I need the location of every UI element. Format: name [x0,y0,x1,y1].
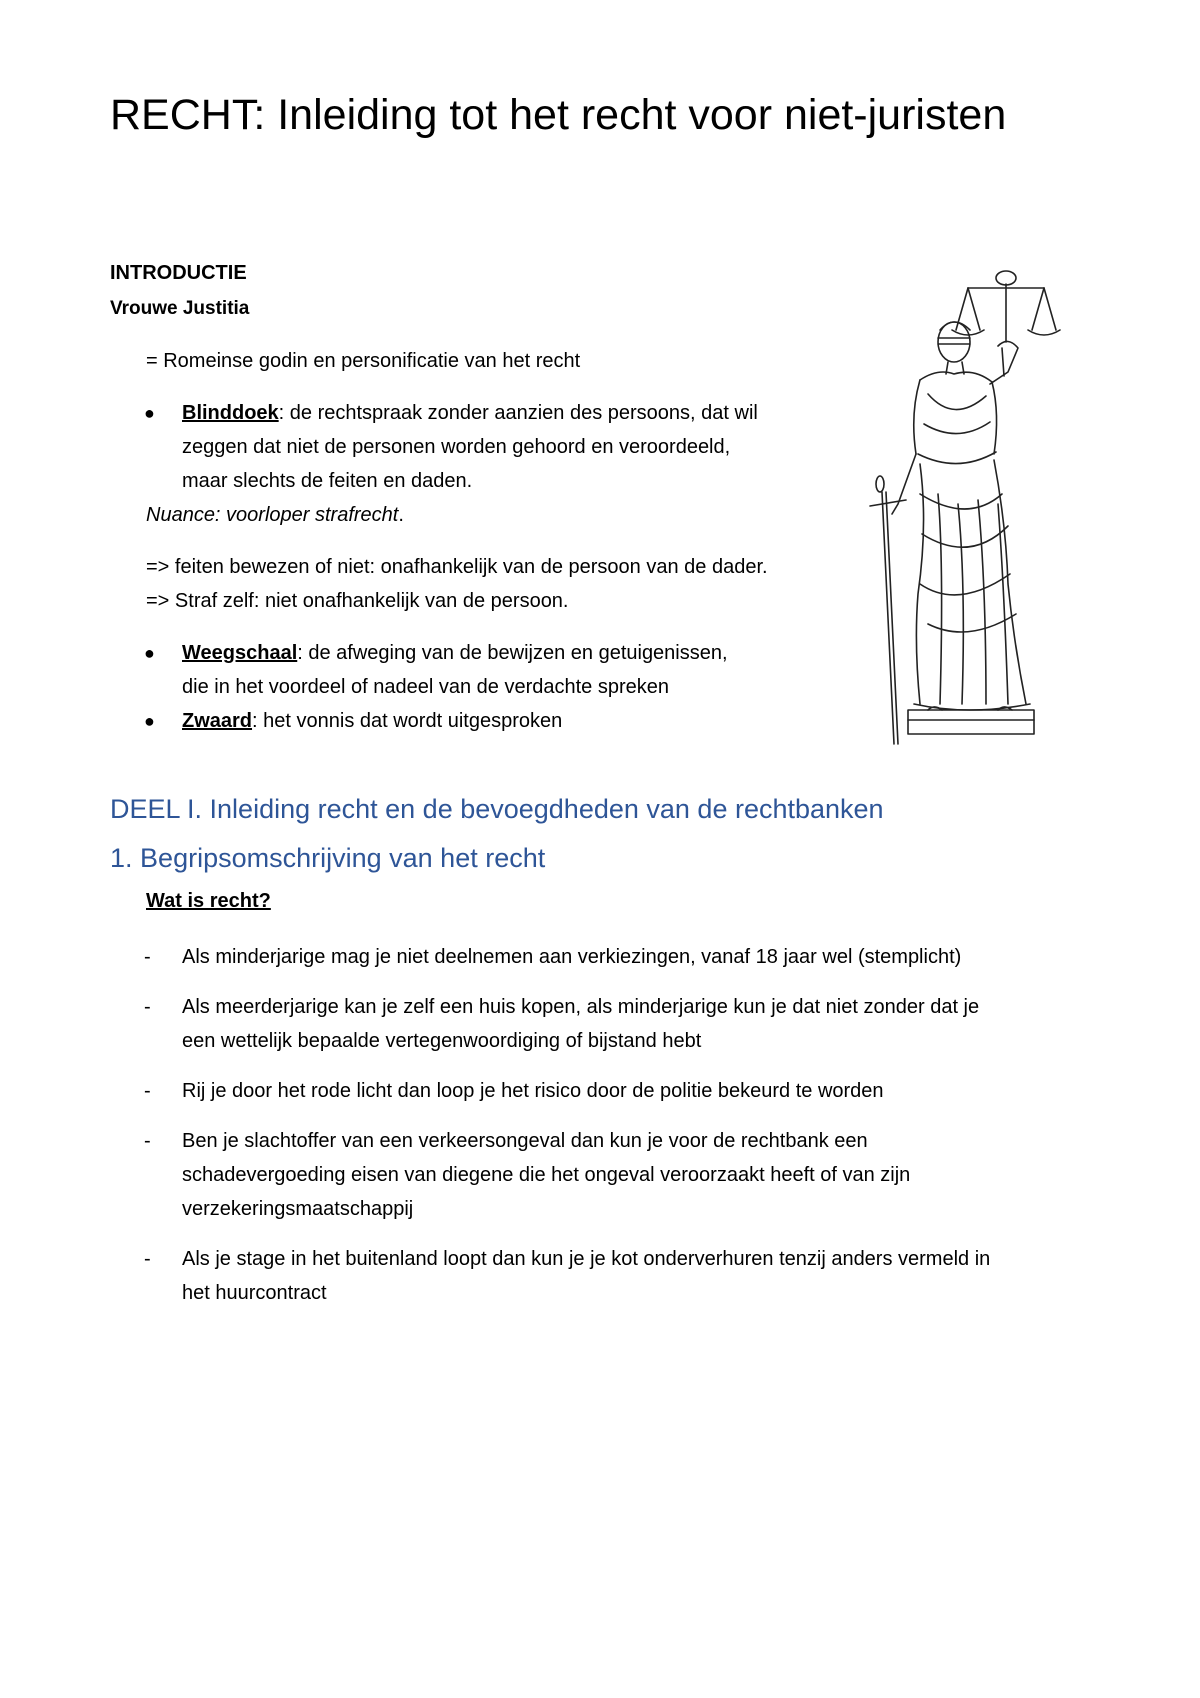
section-heading: DEEL I. Inleiding recht en de bevoegdheden van de rechtbanken [110,794,884,824]
nuance-text: Nuance: voorloper strafrecht [146,504,399,526]
weegschaal-line-1 [182,636,728,670]
blinddoek-line-3: maar slechts de feiten en daden. [182,470,473,492]
weegschaal-term: Weegschaal [182,642,298,664]
subsection-heading [110,843,545,874]
bullet-icon: ● [144,711,155,731]
list-item-line: een wettelijk bepaalde vertegenwoordiging of bijstand hebt [182,1030,702,1052]
blinddoek-term: Blinddoek [182,402,279,424]
weegschaal-line-2: die in het voordeel of nadeel van de verdachte spreken [182,676,670,698]
dash-bullet-icon: - [144,996,151,1018]
blinddoek-line-1 [182,396,758,430]
list-item-line: het huurcontract [182,1282,327,1304]
definition-line: = Romeinse godin en personificatie van het recht [146,350,581,372]
blinddoek-line-2: zeggen dat niet de personen worden gehoord en veroordeeld, [182,436,731,458]
zwaard-line-1 [182,704,562,738]
list-item-line: Als je stage in het buitenland loopt dan kun je je kot onderverhuren tenzij anders vermeld in [182,1248,991,1270]
zwaard-term: Zwaard [182,710,253,732]
arrow-line-1: => feiten bewezen of niet: onafhankelijk van de persoon van de dader. [146,556,768,578]
lady-justice-illustration [858,264,1090,748]
list-item-line: schadevergoeding eisen van diegene die het ongeval veroorzaakt heeft of van zijn [182,1164,911,1186]
dash-bullet-icon: - [144,1248,151,1270]
subsection-title: Begripsomschrijving van het recht [140,843,546,873]
arrow-line-2: => Straf zelf: niet onafhankelijk van de persoon. [146,590,569,612]
subsection-number: 1. [110,843,133,873]
document-title: RECHT: Inleiding tot het recht voor niet-juristen [110,91,1007,139]
list-item-line: Rij je door het rode licht dan loop je het risico door de politie bekeurd te worden [182,1080,884,1102]
bullet-icon: ● [144,403,155,423]
nuance-line [146,498,404,532]
bullet-icon: ● [144,643,155,663]
dash-bullet-icon: - [144,946,151,968]
intro-subheading: Vrouwe Justitia [110,298,250,319]
list-item-line: Als meerderjarige kan je zelf een huis kopen, als minderjarige kun je dat niet zonder dat je [182,996,980,1018]
dash-bullet-icon: - [144,1130,151,1152]
weegschaal-text: : de afweging van de bewijzen en getuigenissen, [297,642,728,664]
dash-bullet-icon: - [144,1080,151,1102]
question-heading: Wat is recht? [146,890,271,912]
nuance-period: . [398,504,404,526]
list-item-line: Als minderjarige mag je niet deelnemen aan verkiezingen, vanaf 18 jaar wel (stemplicht) [182,946,962,968]
blinddoek-text: : de rechtspraak zonder aanzien des persoons, dat wil [278,402,758,424]
list-item-line: verzekeringsmaatschappij [182,1198,414,1220]
zwaard-text: : het vonnis dat wordt uitgesproken [252,710,563,732]
list-item-line: Ben je slachtoffer van een verkeersongeval dan kun je voor de rechtbank een [182,1130,868,1152]
intro-heading: INTRODUCTIE [110,262,247,284]
